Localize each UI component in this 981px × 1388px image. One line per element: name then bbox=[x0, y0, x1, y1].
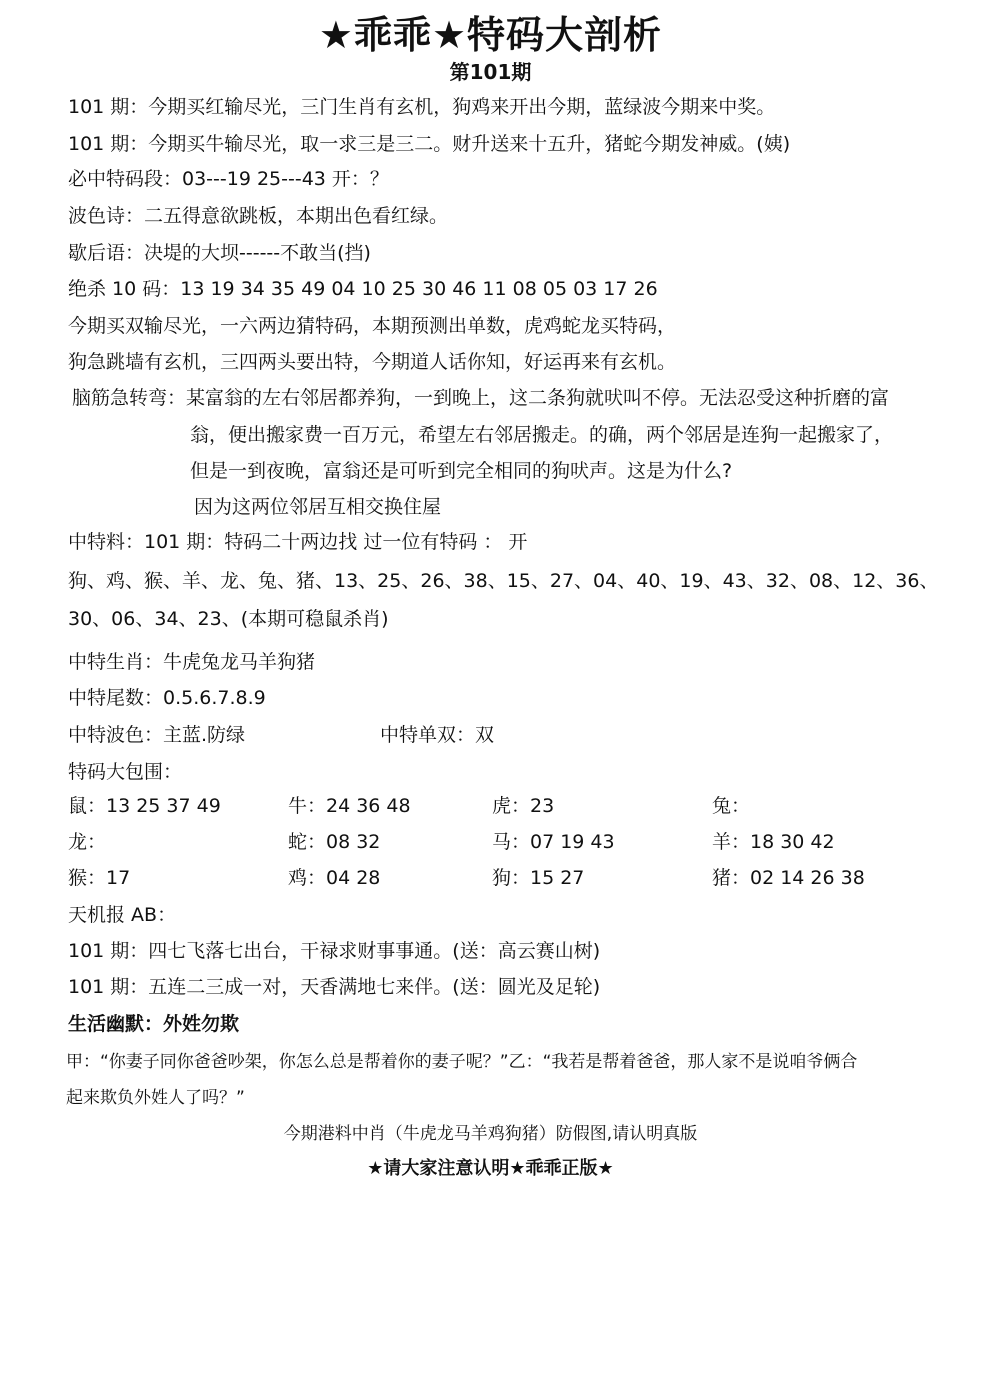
riddle-answer: 因为这两位邻居互相交换住屋 bbox=[194, 496, 442, 518]
special-list-2: 30、06、34、23、(本期可稳鼠杀肖) bbox=[68, 608, 389, 630]
tianji-a: 101 期：四七飞落七出台，干禄求财事事通。(送：高云赛山树) bbox=[68, 940, 601, 962]
wave-poem: 波色诗：二五得意欲跳板，本期出色看红绿。 bbox=[68, 205, 449, 227]
package-cell: 鸡：04 28 bbox=[288, 867, 381, 889]
verse-line-2: 101 期：今期买牛输尽光，取一求三是三二。财升送来十五升，猪蛇今期发神威。(姨) bbox=[68, 133, 791, 155]
page-title: ★乖乖★特码大剖析 bbox=[318, 13, 663, 57]
tianji-title: 天机报 AB： bbox=[68, 904, 177, 926]
package-cell: 龙： bbox=[68, 831, 107, 853]
package-title: 特码大包围： bbox=[68, 761, 183, 783]
package-cell: 猪：02 14 26 38 bbox=[712, 867, 865, 889]
package-cell: 鼠：13 25 37 49 bbox=[68, 795, 221, 817]
special-odd-even: 中特单双：双 bbox=[380, 724, 495, 746]
kill-ten-numbers: 绝杀 10 码：13 19 34 35 49 04 10 25 30 46 11 08 05 03 17 26 bbox=[68, 278, 658, 300]
special-zodiac: 中特生肖：牛虎兔龙马羊狗猪 bbox=[68, 651, 316, 673]
xiehouyu: 歇后语：决堤的大坝------不敢当(挡) bbox=[68, 242, 371, 264]
special-material: 中特料：101 期：特码二十两边找 过一位有特码 ： 开 bbox=[68, 531, 528, 553]
special-list-1: 狗、鸡、猴、羊、龙、兔、猪、13、25、26、38、15、27、04、40、19、43、32、08、12、36、 bbox=[68, 570, 939, 592]
issue-number: 第101期 bbox=[449, 60, 532, 84]
package-cell: 狗：15 27 bbox=[492, 867, 585, 889]
verse-line-3: 今期买双输尽光，一六两边猜特码，本期预测出单数，虎鸡蛇龙买特码， bbox=[68, 315, 677, 337]
special-tail: 中特尾数：0.5.6.7.8.9 bbox=[68, 687, 266, 709]
humor-text-2: 起来欺负外姓人了吗？” bbox=[66, 1088, 245, 1108]
must-win-range: 必中特码段：03---19 25---43 开：？ bbox=[68, 168, 389, 190]
riddle-line-2: 翁，便出搬家费一百万元，希望左右邻居搬走。的确，两个邻居是连狗一起搬家了， bbox=[190, 424, 894, 446]
footer-note: 今期港料中肖（牛虎龙马羊鸡狗猪）防假图,请认明真版 bbox=[283, 1124, 698, 1144]
package-cell: 马：07 19 43 bbox=[492, 831, 615, 853]
package-cell: 羊：18 30 42 bbox=[712, 831, 835, 853]
package-cell: 兔： bbox=[712, 795, 751, 817]
humor-title: 生活幽默：外姓勿欺 bbox=[68, 1013, 240, 1035]
riddle-line-1: 脑筋急转弯：某富翁的左右邻居都养狗，一到晚上，这二条狗就吠叫不停。无法忍受这种折磨的富 bbox=[72, 387, 890, 409]
tianji-b: 101 期：五连二三成一对，天香满地七来伴。(送：圆光及足轮) bbox=[68, 976, 601, 998]
verse-line-4: 狗急跳墙有玄机，三四两头要出特，今期道人话你知，好运再来有玄机。 bbox=[68, 351, 677, 373]
package-cell: 猴：17 bbox=[68, 867, 131, 889]
verse-line-1: 101 期：今期买红输尽光，三门生肖有玄机，狗鸡来开出今期，蓝绿波今期来中奖。 bbox=[68, 96, 776, 118]
special-wave: 中特波色：主蓝.防绿 bbox=[68, 724, 246, 746]
package-cell: 虎：23 bbox=[492, 795, 555, 817]
footer-stamp: ★请大家注意认明★乖乖正版★ bbox=[367, 1158, 614, 1179]
humor-text-1: 甲：“你妻子同你爸爸吵架，你怎么总是帮着你的妻子呢？”乙：“我若是帮着爸爸，那人家不是说咱爷俩合 bbox=[66, 1052, 858, 1072]
package-cell: 蛇：08 32 bbox=[288, 831, 381, 853]
riddle-line-3: 但是一到夜晚，富翁还是可听到完全相同的狗吠声。这是为什么? bbox=[190, 460, 733, 482]
package-cell: 牛：24 36 48 bbox=[288, 795, 411, 817]
